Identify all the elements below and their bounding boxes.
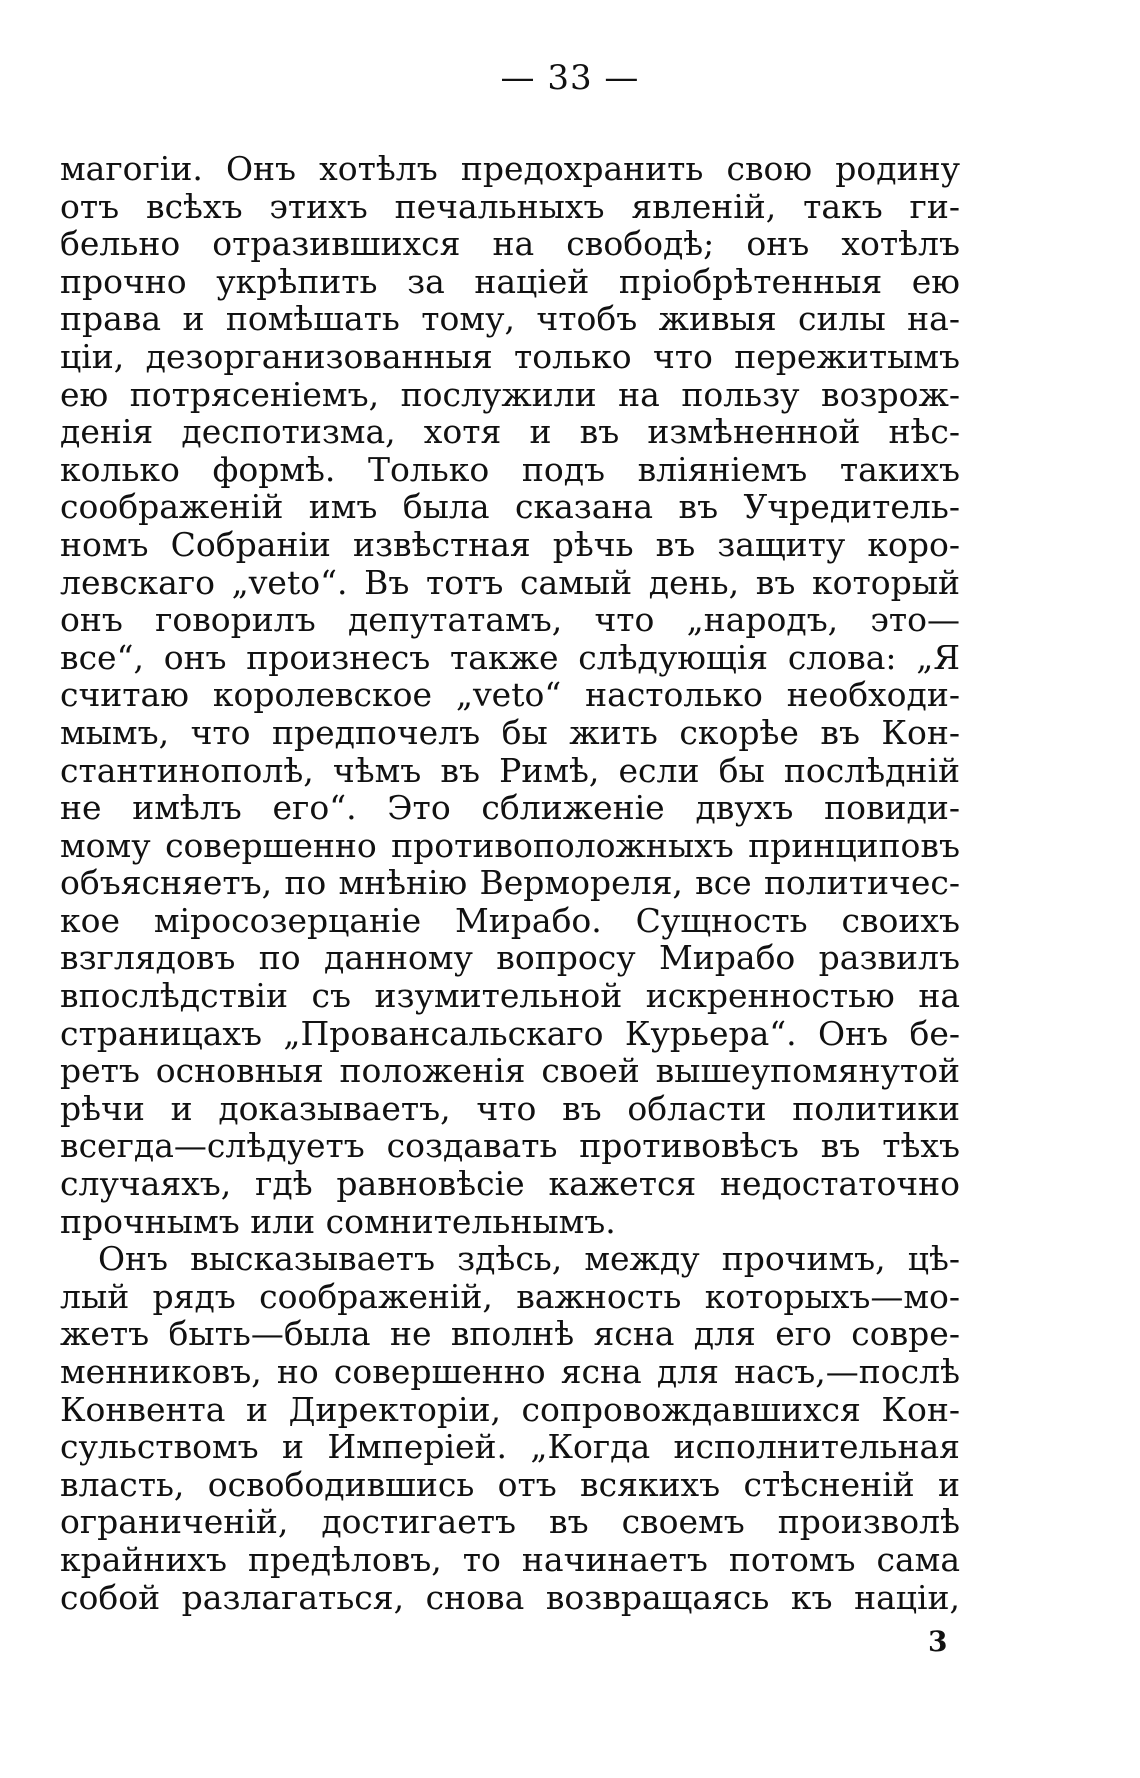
text-line: власть, освободившись отъ всякихъ стѣсненій и: [60, 1464, 960, 1504]
text-line: мымъ, что предпочелъ бы жить скорѣе въ Кон-: [60, 712, 960, 752]
text-line: ретъ основныя положенія своей вышеупомянутой: [60, 1051, 960, 1091]
page-number: — 33 —: [500, 58, 640, 98]
text-line: Конвента и Директоріи, сопровождавшихся Кон-: [60, 1389, 960, 1429]
text-line: кое міросозерцаніе Мирабо. Сущность своихъ: [60, 900, 960, 940]
text-line: сульствомъ и Имперіей. „Когда исполнительная: [60, 1427, 960, 1467]
text-line: менниковъ, но совершенно ясна для насъ,—послѣ: [60, 1352, 960, 1391]
text-line: жетъ быть—была не вполнѣ ясна для его совре-: [60, 1314, 960, 1354]
text-line: впослѣдствіи съ изумительной искренностью на: [60, 976, 960, 1016]
text-line: страницахъ „Провансальскаго Курьера“. Онъ бе-: [60, 1013, 960, 1053]
text-line: ею потрясеніемъ, послужили на пользу возрож-: [60, 374, 960, 414]
text-line: не имѣлъ его“. Это сближеніе двухъ повиди-: [60, 788, 960, 828]
text-line: колько формѣ. Только подъ вліяніемъ такихъ: [60, 449, 960, 489]
text-line: прочнымъ или сомнительнымъ.: [60, 1201, 616, 1241]
text-line: права и помѣшать тому, чтобъ живыя силы на-: [60, 299, 960, 339]
text-line: объясняетъ, по мнѣнію Верморeля, все политичес-: [60, 863, 960, 903]
text-line: собой разлагаться, снова возвращаясь къ націи,: [60, 1577, 960, 1617]
text-line: всегда—слѣдуетъ создавать противовѣсъ въ тѣхъ: [60, 1126, 960, 1166]
text-line: рѣчи и доказываетъ, что въ области политики: [60, 1088, 960, 1128]
text-line: считаю королевское „veto“ настолько необходи-: [60, 675, 960, 715]
text-line: бельно отразившихся на свободѣ; онъ хотѣлъ: [60, 224, 960, 264]
text-line: денія деспотизма, хотя и въ измѣненной нѣс-: [60, 412, 960, 452]
text-line: магогіи. Онъ хотѣлъ предохранить свою родину: [60, 149, 960, 188]
text-line: Онъ высказываетъ здѣсь, между прочимъ, цѣ-: [98, 1239, 960, 1279]
text-line: онъ говорилъ депутатамъ, что „народъ, это—: [60, 600, 960, 640]
text-line: стантинополѣ, чѣмъ въ Римѣ, если бы послѣдній: [60, 750, 960, 790]
body-text: [60, 150, 960, 1616]
text-line: лый рядъ соображеній, важность которыхъ—мо-: [60, 1276, 960, 1316]
text-line: отъ всѣхъ этихъ печальныхъ явленій, такъ ги-: [60, 186, 960, 226]
text-line: ціи, дезорганизованныя только что пережитымъ: [60, 336, 960, 376]
text-line: левскаго „veto“. Въ тотъ самый день, въ который: [60, 562, 960, 602]
text-line: крайнихъ предѣловъ, то начинаетъ потомъ сама: [60, 1539, 960, 1579]
text-line: номъ Собраніи извѣстная рѣчь въ защиту коро-: [60, 524, 960, 564]
signature-mark: 3: [928, 1625, 948, 1658]
text-line: соображеній имъ была сказана въ Учредитель-: [60, 487, 960, 527]
text-line: ограниченій, достигаетъ въ своемъ произволѣ: [60, 1502, 960, 1542]
text-line: мому совершенно противоположныхъ принциповъ: [60, 825, 960, 865]
text-line: прочно укрѣпить за націей пріобрѣтенныя ею: [60, 261, 960, 301]
text-line: случаяхъ, гдѣ равновѣсіе кажется недостаточно: [60, 1164, 960, 1204]
text-line: взглядовъ по данному вопросу Мирабо развилъ: [60, 938, 960, 978]
text-line: все“, онъ произнесъ также слѣдующія слова: „Я: [60, 637, 960, 677]
